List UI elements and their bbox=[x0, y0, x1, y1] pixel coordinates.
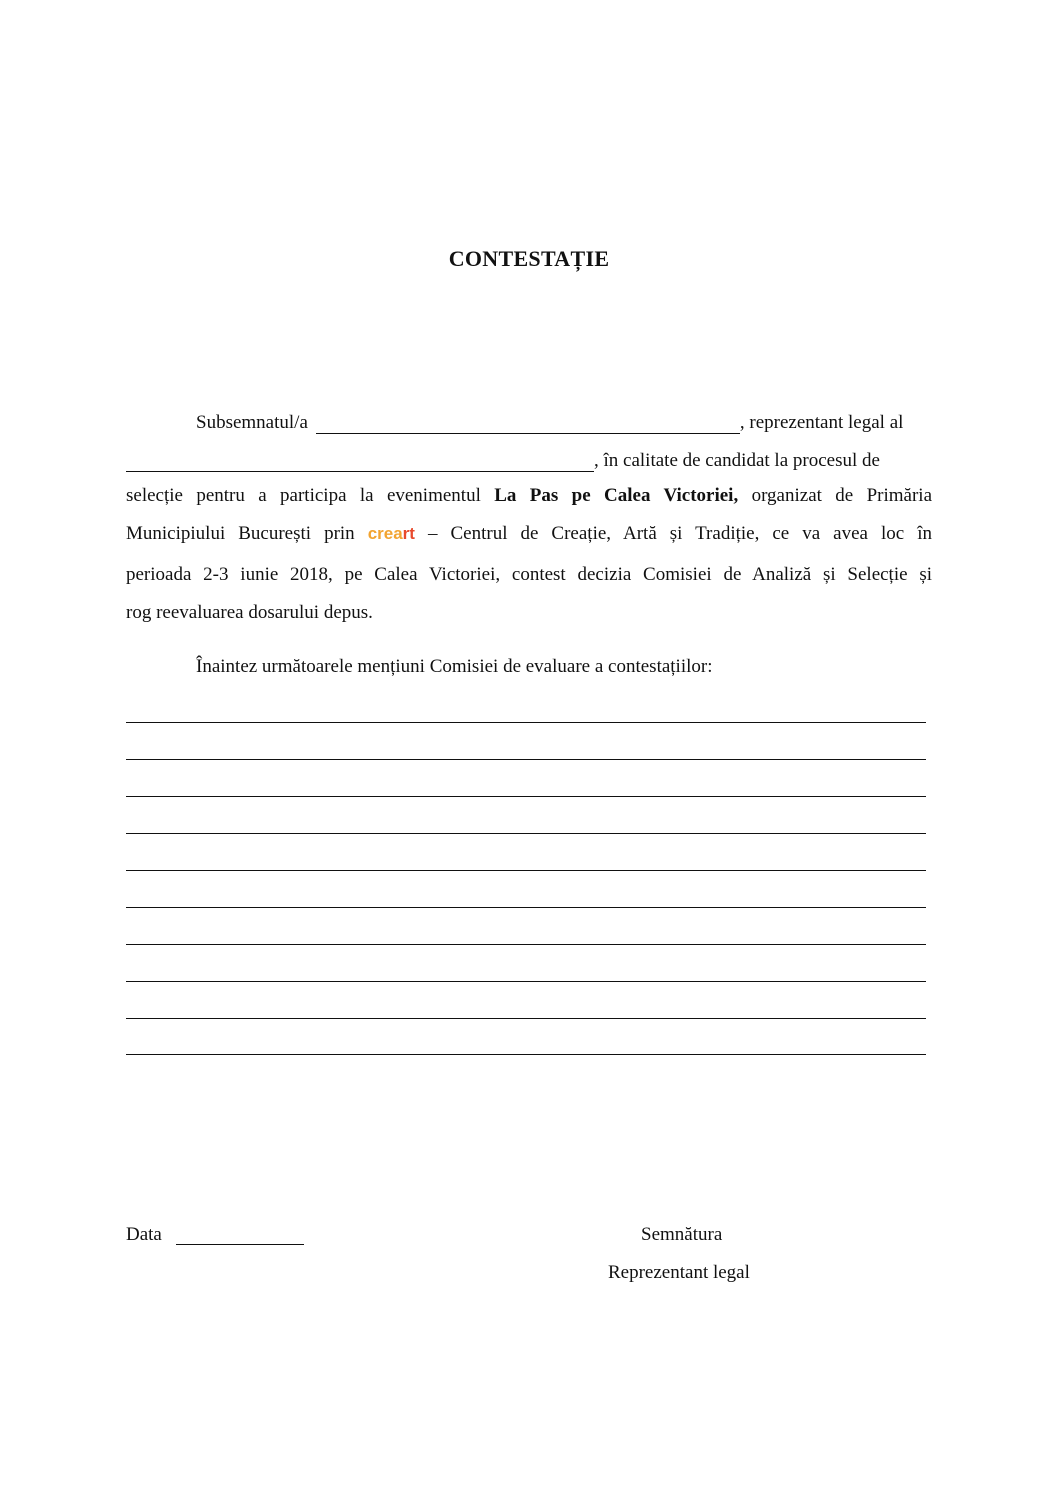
period-text: perioada 2-3 iunie 2018, pe Calea Victoriei, contest decizia Comisiei de Analiză și Selecție și bbox=[126, 564, 932, 585]
subsemnatul-label: Subsemnatul/a bbox=[196, 412, 308, 433]
paragraph-2 bbox=[126, 654, 932, 678]
writing-line[interactable] bbox=[126, 981, 926, 982]
legal-representative-label: Reprezentant legal bbox=[608, 1262, 750, 1283]
reevaluation-text: rog reevaluarea dosarului depus. bbox=[126, 602, 373, 623]
organization-blank-field[interactable] bbox=[126, 453, 594, 472]
paragraph-line-5 bbox=[126, 563, 932, 587]
creart-logo: creart bbox=[367, 524, 415, 543]
selection-text: selecție pentru a participa la evenimentul bbox=[126, 485, 481, 506]
paragraph-line-3 bbox=[126, 484, 932, 508]
writing-line[interactable] bbox=[126, 907, 926, 908]
writing-line[interactable] bbox=[126, 722, 926, 723]
center-text: – Centrul de Creație, Artă și Tradiție, ce va avea loc în bbox=[427, 523, 932, 544]
legal-rep-label: , reprezentant legal al bbox=[739, 412, 904, 433]
event-name: La Pas pe Calea Victoriei, bbox=[494, 485, 739, 506]
paragraph-line-1 bbox=[126, 410, 932, 434]
writing-line[interactable] bbox=[126, 1054, 926, 1055]
writing-line[interactable] bbox=[126, 796, 926, 797]
municipality-text: Municipiului București prin bbox=[126, 523, 355, 544]
mentions-text: Înaintez următoarele mențiuni Comisiei de evaluare a contestațiilor: bbox=[196, 656, 713, 677]
writing-line[interactable] bbox=[126, 833, 926, 834]
paragraph-line-4 bbox=[126, 522, 932, 546]
organizer-text: organizat de Primăria bbox=[751, 485, 933, 506]
date-blank-field[interactable] bbox=[176, 1226, 304, 1245]
writing-line[interactable] bbox=[126, 944, 926, 945]
name-blank-field[interactable] bbox=[316, 415, 740, 434]
paragraph-line-2 bbox=[126, 448, 932, 472]
signature-label: Semnătura bbox=[641, 1224, 723, 1245]
candidate-label: , în calitate de candidat la procesul de bbox=[594, 450, 880, 471]
paragraph-line-6 bbox=[126, 600, 932, 624]
writing-line[interactable] bbox=[126, 759, 926, 760]
document-title: CONTESTAȚIE bbox=[448, 246, 610, 271]
writing-line[interactable] bbox=[126, 1018, 926, 1019]
writing-line[interactable] bbox=[126, 870, 926, 871]
date-label: Data bbox=[126, 1224, 162, 1245]
